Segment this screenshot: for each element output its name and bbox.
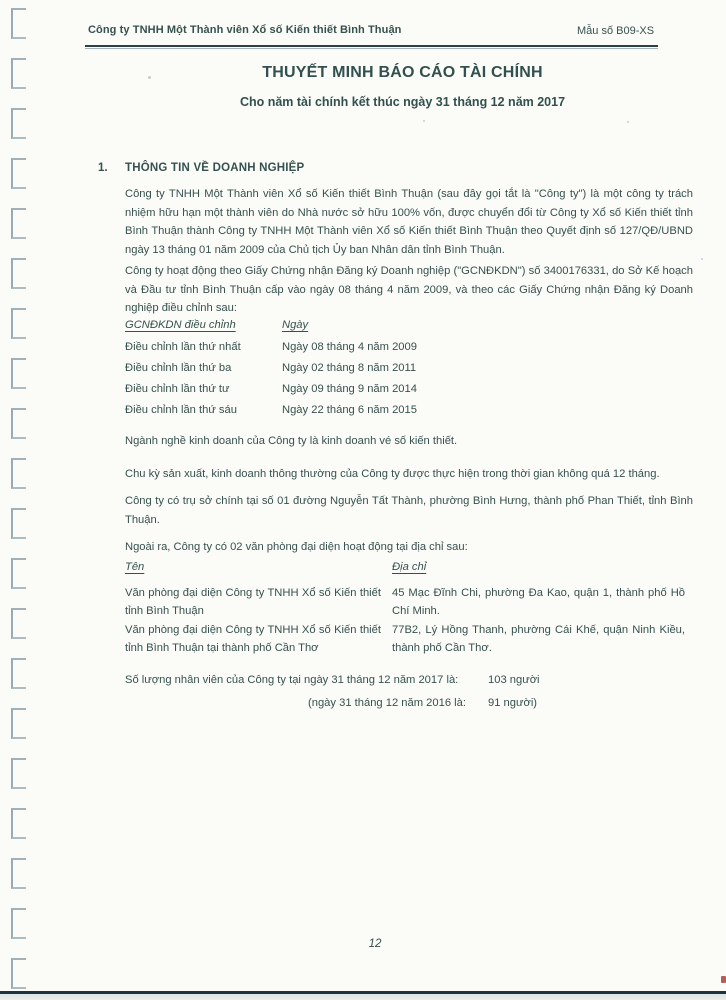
amendment-row-date: Ngày 09 tháng 9 năm 2014 [282, 383, 417, 395]
binding-mark [11, 208, 26, 239]
page-number: 12 [368, 938, 382, 950]
binding-mark [11, 308, 26, 339]
scan-artifact-red-mark [721, 976, 726, 983]
offices-col1-header: Tên [125, 561, 145, 573]
employee-count-2017-label: Số lượng nhân viên của Công ty tại ngày 31 tháng 12 năm 2017 là: [125, 674, 459, 686]
binding-mark [11, 908, 26, 939]
amendment-row-label: Điều chỉnh lần thứ tư [125, 383, 230, 395]
scan-speck [701, 258, 703, 260]
binding-mark [11, 608, 26, 639]
registration-paragraph: Công ty hoạt động theo Giấy Chứng nhận Đăng ký Doanh nghiệp ("GCNĐKDN") số 3400176331, do Sở Kế hoạch và Đầu tư tỉnh Bình Thuận cấp vào ngày 08 tháng 4 năm 2009, và theo các Giấy Chứng nhận Đăng ký Doanh nghiệp điều chỉnh sau: [125, 265, 693, 315]
report-period-subtitle: Cho năm tài chính kết thúc ngày 31 tháng 12 năm 2017 [239, 95, 566, 109]
report-title: THUYẾT MINH BÁO CÁO TÀI CHÍNH [262, 64, 543, 81]
company-name-header: Công ty TNHH Một Thành viên Xổ số Kiến thiết Bình Thuận [88, 24, 402, 36]
scan-speck [148, 76, 151, 79]
section-number: 1. [98, 162, 108, 174]
company-intro-paragraph: Công ty TNHH Một Thành viên Xổ số Kiến thiết Bình Thuận (sau đây gọi tắt là "Công ty") là một công ty trách nhiệm hữu hạn một thành viên do Nhà nước sở hữu 100% vốn, được chuyển đổi từ Công ty Xổ số Kiến thiết tỉnh Bình Thuận thành Công ty TNHH Một Thành viên Xổ số Kiến thiết Bình Thuận theo Quyết định số 127/QĐ/UBND ngày 13 tháng 01 năm 2009 của Chủ tịch Ủy ban Nhân dân tỉnh Bình Thuận. [125, 188, 693, 256]
binding-mark [11, 958, 26, 989]
amendments-col1-header: GCNĐKDN điều chỉnh [125, 319, 236, 331]
business-line-paragraph: Ngành nghề kinh doanh của Công ty là kinh doanh vé số kiến thiết. [125, 435, 458, 447]
office-name: Văn phòng đại diện Công ty TNHH Xổ số Kiến thiết tỉnh Bình Thuận tại thành phố Cần Thơ [125, 624, 381, 655]
offices-col2-header: Địa chỉ [392, 561, 427, 573]
amendment-row-date: Ngày 02 tháng 8 năm 2011 [282, 362, 417, 374]
amendment-row-label: Điều chỉnh lần thứ nhất [125, 341, 241, 353]
binding-mark [11, 708, 26, 739]
scan-speck [423, 120, 425, 122]
binding-mark [11, 858, 26, 889]
binding-mark [11, 158, 26, 189]
employee-count-2016-value: 91 người) [488, 697, 538, 709]
amendments-col2-header: Ngày [282, 319, 309, 331]
amendment-row-date: Ngày 08 tháng 4 năm 2009 [282, 341, 417, 353]
binding-mark [11, 408, 26, 439]
binding-mark [11, 8, 26, 39]
header-rule-echo [85, 48, 658, 49]
head-office-paragraph: Công ty có trụ sở chính tại số 01 đường Nguyễn Tất Thành, phường Bình Hưng, thành phố Phan Thiết, tỉnh Bình Thuận. [125, 495, 693, 526]
binding-mark [11, 658, 26, 689]
office-address: 45 Mạc Đĩnh Chi, phường Đa Kao, quận 1, thành phố Hồ Chí Minh. [392, 587, 685, 618]
section-heading: THÔNG TIN VỀ DOANH NGHIỆP [125, 162, 305, 174]
employee-count-2017-value: 103 người [488, 674, 540, 686]
office-address: 77B2, Lý Hồng Thanh, phường Cái Khế, quận Ninh Kiều, thành phố Cần Thơ. [392, 624, 685, 655]
scan-bottom-edge [0, 991, 726, 1000]
rep-offices-paragraph: Ngoài ra, Công ty có 02 văn phòng đại diện hoạt động tại địa chỉ sau: [125, 541, 468, 553]
amendment-row-label: Điều chỉnh lần thứ sáu [125, 404, 237, 416]
amendment-row-label: Điều chỉnh lần thứ ba [125, 362, 232, 374]
scan-speck [627, 121, 629, 123]
binding-mark [11, 508, 26, 539]
form-number: Mẫu số B09-XS [577, 25, 655, 37]
binding-mark [11, 758, 26, 789]
binding-mark [11, 808, 26, 839]
binding-mark [11, 558, 26, 589]
employee-count-2016-label: (ngày 31 tháng 12 năm 2016 là: [308, 697, 466, 709]
binding-mark [11, 108, 26, 139]
header-rule [85, 45, 658, 47]
binding-mark [11, 58, 26, 89]
office-name: Văn phòng đại diện Công ty TNHH Xổ số Kiến thiết tỉnh Bình Thuận [125, 587, 381, 618]
binding-mark [11, 458, 26, 489]
binding-mark [11, 258, 26, 289]
business-cycle-paragraph: Chu kỳ sản xuất, kinh doanh thông thường của Công ty được thực hiện trong thời gian không quá 12 tháng. [125, 468, 660, 480]
binding-mark [11, 358, 26, 389]
amendment-row-date: Ngày 22 tháng 6 năm 2015 [282, 404, 417, 416]
